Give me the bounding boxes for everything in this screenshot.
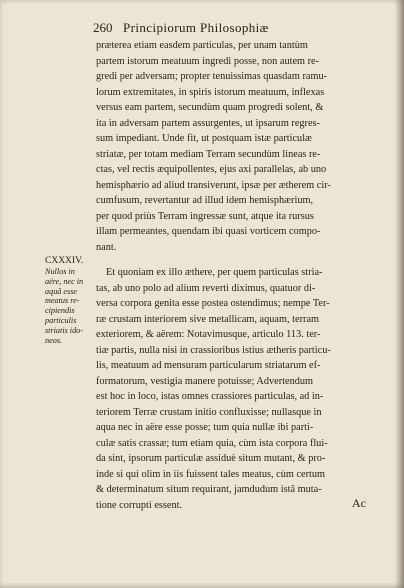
page-header [93, 20, 373, 36]
text-line: hemisphærio ad aliud transiverunt, ipsæ per ætherem cir- [96, 179, 331, 191]
text-line: tiæ partis, nulla nisi in crassioribus istius ætheris particu- [96, 344, 331, 356]
text-line: inde si qui olim in iis fuissent tales meatus, cùm certum [96, 468, 326, 480]
text-line: præterea etiam easdem particulas, per unam tantùm [96, 40, 308, 51]
text-line: sum impediant. Unde fit, ut postquam istæ particulæ [96, 133, 312, 144]
text-line: formatorum, vestigia manere potuisse; Advertendum [96, 375, 314, 387]
page-number: 260 [93, 20, 113, 35]
catchword: Ac [352, 496, 366, 510]
text-line: exteriorem, & aërem: Notavimusque, articulo 113. ter- [96, 329, 321, 340]
margin-note-line: aquâ esse [45, 286, 78, 296]
margin-note-line: neos. [45, 335, 63, 345]
text-line: tas, ab uno polo ad alium reverti diximus, quatuor di- [96, 282, 316, 294]
text-line: versa corpora genita esse postea ostendimus; nempe Ter- [96, 298, 330, 309]
paragraph-start-line: Et quoniam ex illo æthere, per quem particulas stria- [106, 267, 323, 278]
margin-note-line: particulis [45, 315, 77, 325]
text-line: est hoc in loco, istas omnes crassiores particulas, ad in- [96, 391, 324, 402]
text-line: culæ satis crassæ; tum etiam quia, cùm ista corpora flui- [96, 437, 328, 449]
text-line: lis, meatuum ad mensuram particularum striatarum ef- [96, 360, 321, 371]
margin-note [45, 255, 93, 345]
margin-note-number: CXXXIV. [45, 256, 84, 266]
text-line: ctas, vel rectis æquipollentes, ejus axi parallelas, ab uno [96, 164, 327, 175]
text-line: cumfusum, revertantur ad illud idem hemisphærium, [96, 195, 314, 206]
margin-note-line: meatus re- [45, 296, 80, 306]
text-line: & determinatum situm requirant, jamdudum istâ muta- [96, 484, 322, 495]
text-line: ræ crustam interiorem sive metallicam, aquam, terram [96, 313, 320, 325]
margin-note-line: striatis ido- [45, 325, 83, 335]
text-line: versus eam partem, secundùm quam progredi solent, & [96, 102, 324, 113]
text-line: per quod priùs Terram ingressæ sunt, atque ita rursus [96, 210, 314, 222]
text-line: aqua nec in aëre esse posse; tum quia nullæ ibi parti- [96, 422, 314, 433]
text-line: ita in adversam partem assurgentes, ut ipsarum regres- [96, 117, 320, 129]
text-line: teriorem Terræ crustam initio confluxisse; nullasque in [96, 406, 322, 418]
text-line: illam permeantes, quendam ibi quasi vorticem compo- [96, 226, 321, 237]
margin-note-line: Nullos in [45, 267, 75, 276]
text-line: gredi per adversam; propter tenuissimas quasdam ramu- [96, 71, 328, 82]
text-line: nant. [96, 241, 117, 253]
text-line: lorum extremitates, in spiris istorum meatuum, inflexas [96, 86, 325, 98]
page-gutter-shadow [394, 0, 404, 588]
margin-note-line: aëre, nec in [45, 276, 84, 286]
text-line: da sint, ipsorum particulæ assiduè situm mutant, & pro- [96, 453, 326, 464]
main-text [96, 38, 372, 513]
text-line: partem istorum meatuum ingredi posse, non autem re- [96, 55, 320, 67]
running-title: Principiorum Philosophiæ [123, 20, 269, 35]
text-line: tione corrupti essent. [96, 499, 183, 511]
margin-note-line: cipiendis [45, 306, 75, 316]
text-line: striatæ, per totam mediam Terram secundùm lineas re- [96, 148, 321, 160]
